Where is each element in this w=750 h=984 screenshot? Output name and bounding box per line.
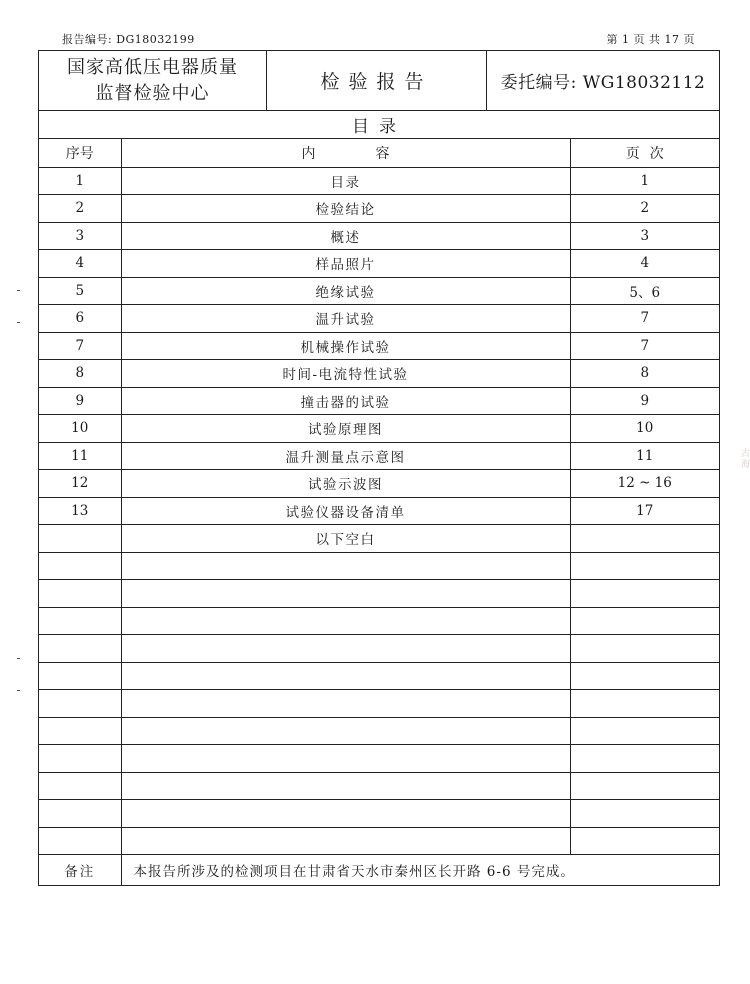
row-page: 10 [570,415,719,443]
row-page: 7 [570,305,719,333]
margin-mark [17,322,20,323]
row-page [570,525,719,553]
toc-column-header [39,139,719,167]
table-row [39,305,719,333]
margin-mark [17,658,20,659]
page-info: 第 1 页 共 17 页 [606,33,695,46]
row-number [39,800,121,828]
row-page: 12 ~ 16 [570,470,719,498]
row-content [121,827,570,855]
row-content: 样品照片 [121,250,570,278]
org-name-line2: 监督检验中心 [95,82,210,104]
table-row-empty [39,607,719,635]
row-content: 试验原理图 [121,415,570,443]
row-number: 3 [39,222,121,250]
row-number: 8 [39,360,121,388]
row-number [39,827,121,855]
table-row [39,222,719,250]
table-row [39,332,719,360]
row-page [570,580,719,608]
row-page [570,635,719,663]
row-page: 17 [570,497,719,525]
row-content [121,580,570,608]
row-content: 检验结论 [121,195,570,223]
row-page [570,607,719,635]
row-page [570,690,719,718]
blank-note: 以下空白 [121,525,570,553]
row-page: 7 [570,332,719,360]
report-sheet [38,50,720,886]
table-row-empty [39,745,719,773]
row-number: 13 [39,497,121,525]
row-page [570,827,719,855]
row-page [570,552,719,580]
table-row-empty [39,772,719,800]
table-row [39,167,719,195]
table-row-empty [39,690,719,718]
row-content [121,552,570,580]
table-row [39,250,719,278]
row-content: 撞击器的试验 [121,387,570,415]
seal-stamp-text: 古海 [739,448,749,470]
row-content: 试验仪器设备清单 [121,497,570,525]
row-content [121,772,570,800]
row-page: 4 [570,250,719,278]
row-number: 1 [39,167,121,195]
row-page: 2 [570,195,719,223]
row-page [570,800,719,828]
table-row-empty [39,827,719,855]
row-content: 目录 [121,167,570,195]
report-number: 报告编号: DG18032199 [62,33,195,46]
table-row [39,497,719,525]
row-number [39,745,121,773]
table-row-empty [39,580,719,608]
col-content-header: 内容 [121,139,570,167]
row-page: 5、6 [570,277,719,305]
row-page: 11 [570,442,719,470]
table-row-empty [39,717,719,745]
row-number [39,607,121,635]
table-row-empty [39,662,719,690]
table-row [39,277,719,305]
row-number: 4 [39,250,121,278]
row-number [39,772,121,800]
row-content: 机械操作试验 [121,332,570,360]
row-page [570,717,719,745]
table-row [39,415,719,443]
row-page: 9 [570,387,719,415]
row-content [121,717,570,745]
table-row-empty [39,552,719,580]
remark-text: 本报告所涉及的检测项目在甘肃省天水市秦州区长开路 6-6 号完成。 [121,855,719,885]
table-row [39,195,719,223]
table-row-empty [39,800,719,828]
table-row [39,387,719,415]
table-row [39,442,719,470]
table-row [39,360,719,388]
row-content: 绝缘试验 [121,277,570,305]
row-number: 5 [39,277,121,305]
row-number: 6 [39,305,121,333]
col-no-header: 序号 [39,139,121,167]
row-number: 2 [39,195,121,223]
row-number: 11 [39,442,121,470]
row-number: 10 [39,415,121,443]
margin-mark [17,290,20,291]
row-content: 温升试验 [121,305,570,333]
row-number [39,690,121,718]
table-row-empty [39,635,719,663]
row-number: 12 [39,470,121,498]
row-content [121,662,570,690]
row-content: 温升测量点示意图 [121,442,570,470]
row-page: 1 [570,167,719,195]
row-number [39,580,121,608]
row-content: 试验示波图 [121,470,570,498]
row-number [39,717,121,745]
remark-row [39,855,719,885]
toc-table [39,139,719,885]
row-content [121,607,570,635]
table-row [39,525,719,553]
org-name [39,51,267,110]
row-number [39,552,121,580]
row-page [570,772,719,800]
margin-mark [17,690,20,691]
row-content: 概述 [121,222,570,250]
table-row [39,470,719,498]
row-page [570,662,719,690]
row-number [39,635,121,663]
report-header [39,51,719,111]
row-content: 时间-电流特性试验 [121,360,570,388]
row-content [121,690,570,718]
col-page-header: 页次 [570,139,719,167]
row-page [570,745,719,773]
toc-title: 目录 [39,111,719,139]
row-number [39,662,121,690]
row-content [121,635,570,663]
row-number: 7 [39,332,121,360]
report-title: 检验报告 [267,51,487,110]
row-content [121,745,570,773]
row-content [121,800,570,828]
row-number: 9 [39,387,121,415]
remark-label: 备注 [39,855,121,885]
row-number [39,525,121,553]
org-name-line1: 国家高低压电器质量 [67,56,238,78]
row-page: 3 [570,222,719,250]
commission-number: 委托编号: WG18032112 [500,73,706,93]
row-page: 8 [570,360,719,388]
seal-stamp [736,430,750,570]
